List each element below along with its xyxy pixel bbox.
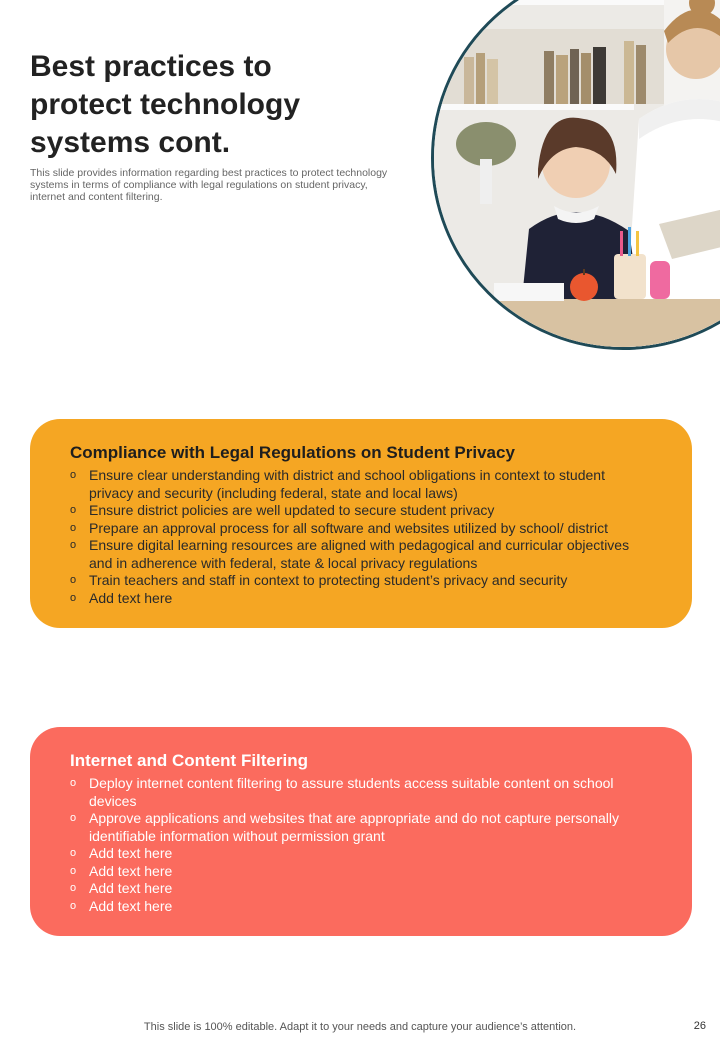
bullet-circle-icon: o	[70, 591, 77, 604]
footer-note: This slide is 100% editable. Adapt it to your needs and capture your audience’s attention.	[143, 1021, 577, 1033]
list-item: o Train teachers and staff in context to protecting student’s privacy and security	[70, 572, 568, 588]
list-item: o Ensure digital learning resources are aligned with pedagogical and curricular objectives and in adherence with federal, state & local privacy regulations	[70, 537, 630, 571]
list-item: o Deploy internet content filtering to assure students access suitable content on school devices	[70, 775, 614, 809]
student-privacy-card	[30, 419, 692, 628]
bullet-circle-icon: o	[70, 882, 77, 894]
bullet-circle-icon: o	[70, 777, 77, 789]
bullet-circle-icon: o	[70, 899, 77, 912]
student-privacy-heading: Compliance with Legal Regulations on Student Privacy	[70, 443, 515, 462]
page-number: 26	[693, 1020, 706, 1032]
bullet-circle-icon: o	[70, 847, 77, 859]
list-item: o Prepare an approval process for all software and websites utilized by school/ district	[70, 519, 609, 536]
bullet-circle-icon: o	[70, 812, 77, 824]
teacher-student-photo	[431, 0, 720, 350]
bullet-circle-icon: o	[70, 864, 77, 877]
list-item: o Add text here	[70, 897, 173, 914]
content-filtering-list	[70, 775, 652, 915]
list-item: o Add text here	[70, 880, 173, 896]
slide-title: Best practices to protect technology systems cont.	[30, 50, 301, 159]
slide-subtitle: This slide provides information regarding best practices to protect technology systems in terms of compliance with legal regulations on student privacy, internet and content filtering.	[30, 167, 388, 203]
list-item: o Add text here	[70, 862, 173, 879]
list-item: o Add text here	[70, 589, 173, 606]
bullet-circle-icon: o	[70, 521, 77, 534]
content-filtering-heading: Internet and Content Filtering	[70, 751, 308, 770]
list-item: o Add text here	[70, 845, 173, 861]
list-item: o Ensure district policies are well updated to secure student privacy	[70, 502, 495, 518]
content-filtering-card	[30, 727, 692, 936]
bullet-circle-icon: o	[70, 469, 77, 481]
list-item: o Approve applications and websites that are appropriate and do not capture personally identifiable information without permission grant	[70, 810, 620, 844]
bullet-circle-icon: o	[70, 574, 77, 586]
bullet-circle-icon: o	[70, 504, 77, 516]
list-item: o Ensure clear understanding with district and school obligations in context to student privacy and security (including federal, state and local laws)	[70, 467, 605, 501]
bullet-circle-icon: o	[70, 539, 77, 551]
student-privacy-list	[70, 467, 652, 607]
